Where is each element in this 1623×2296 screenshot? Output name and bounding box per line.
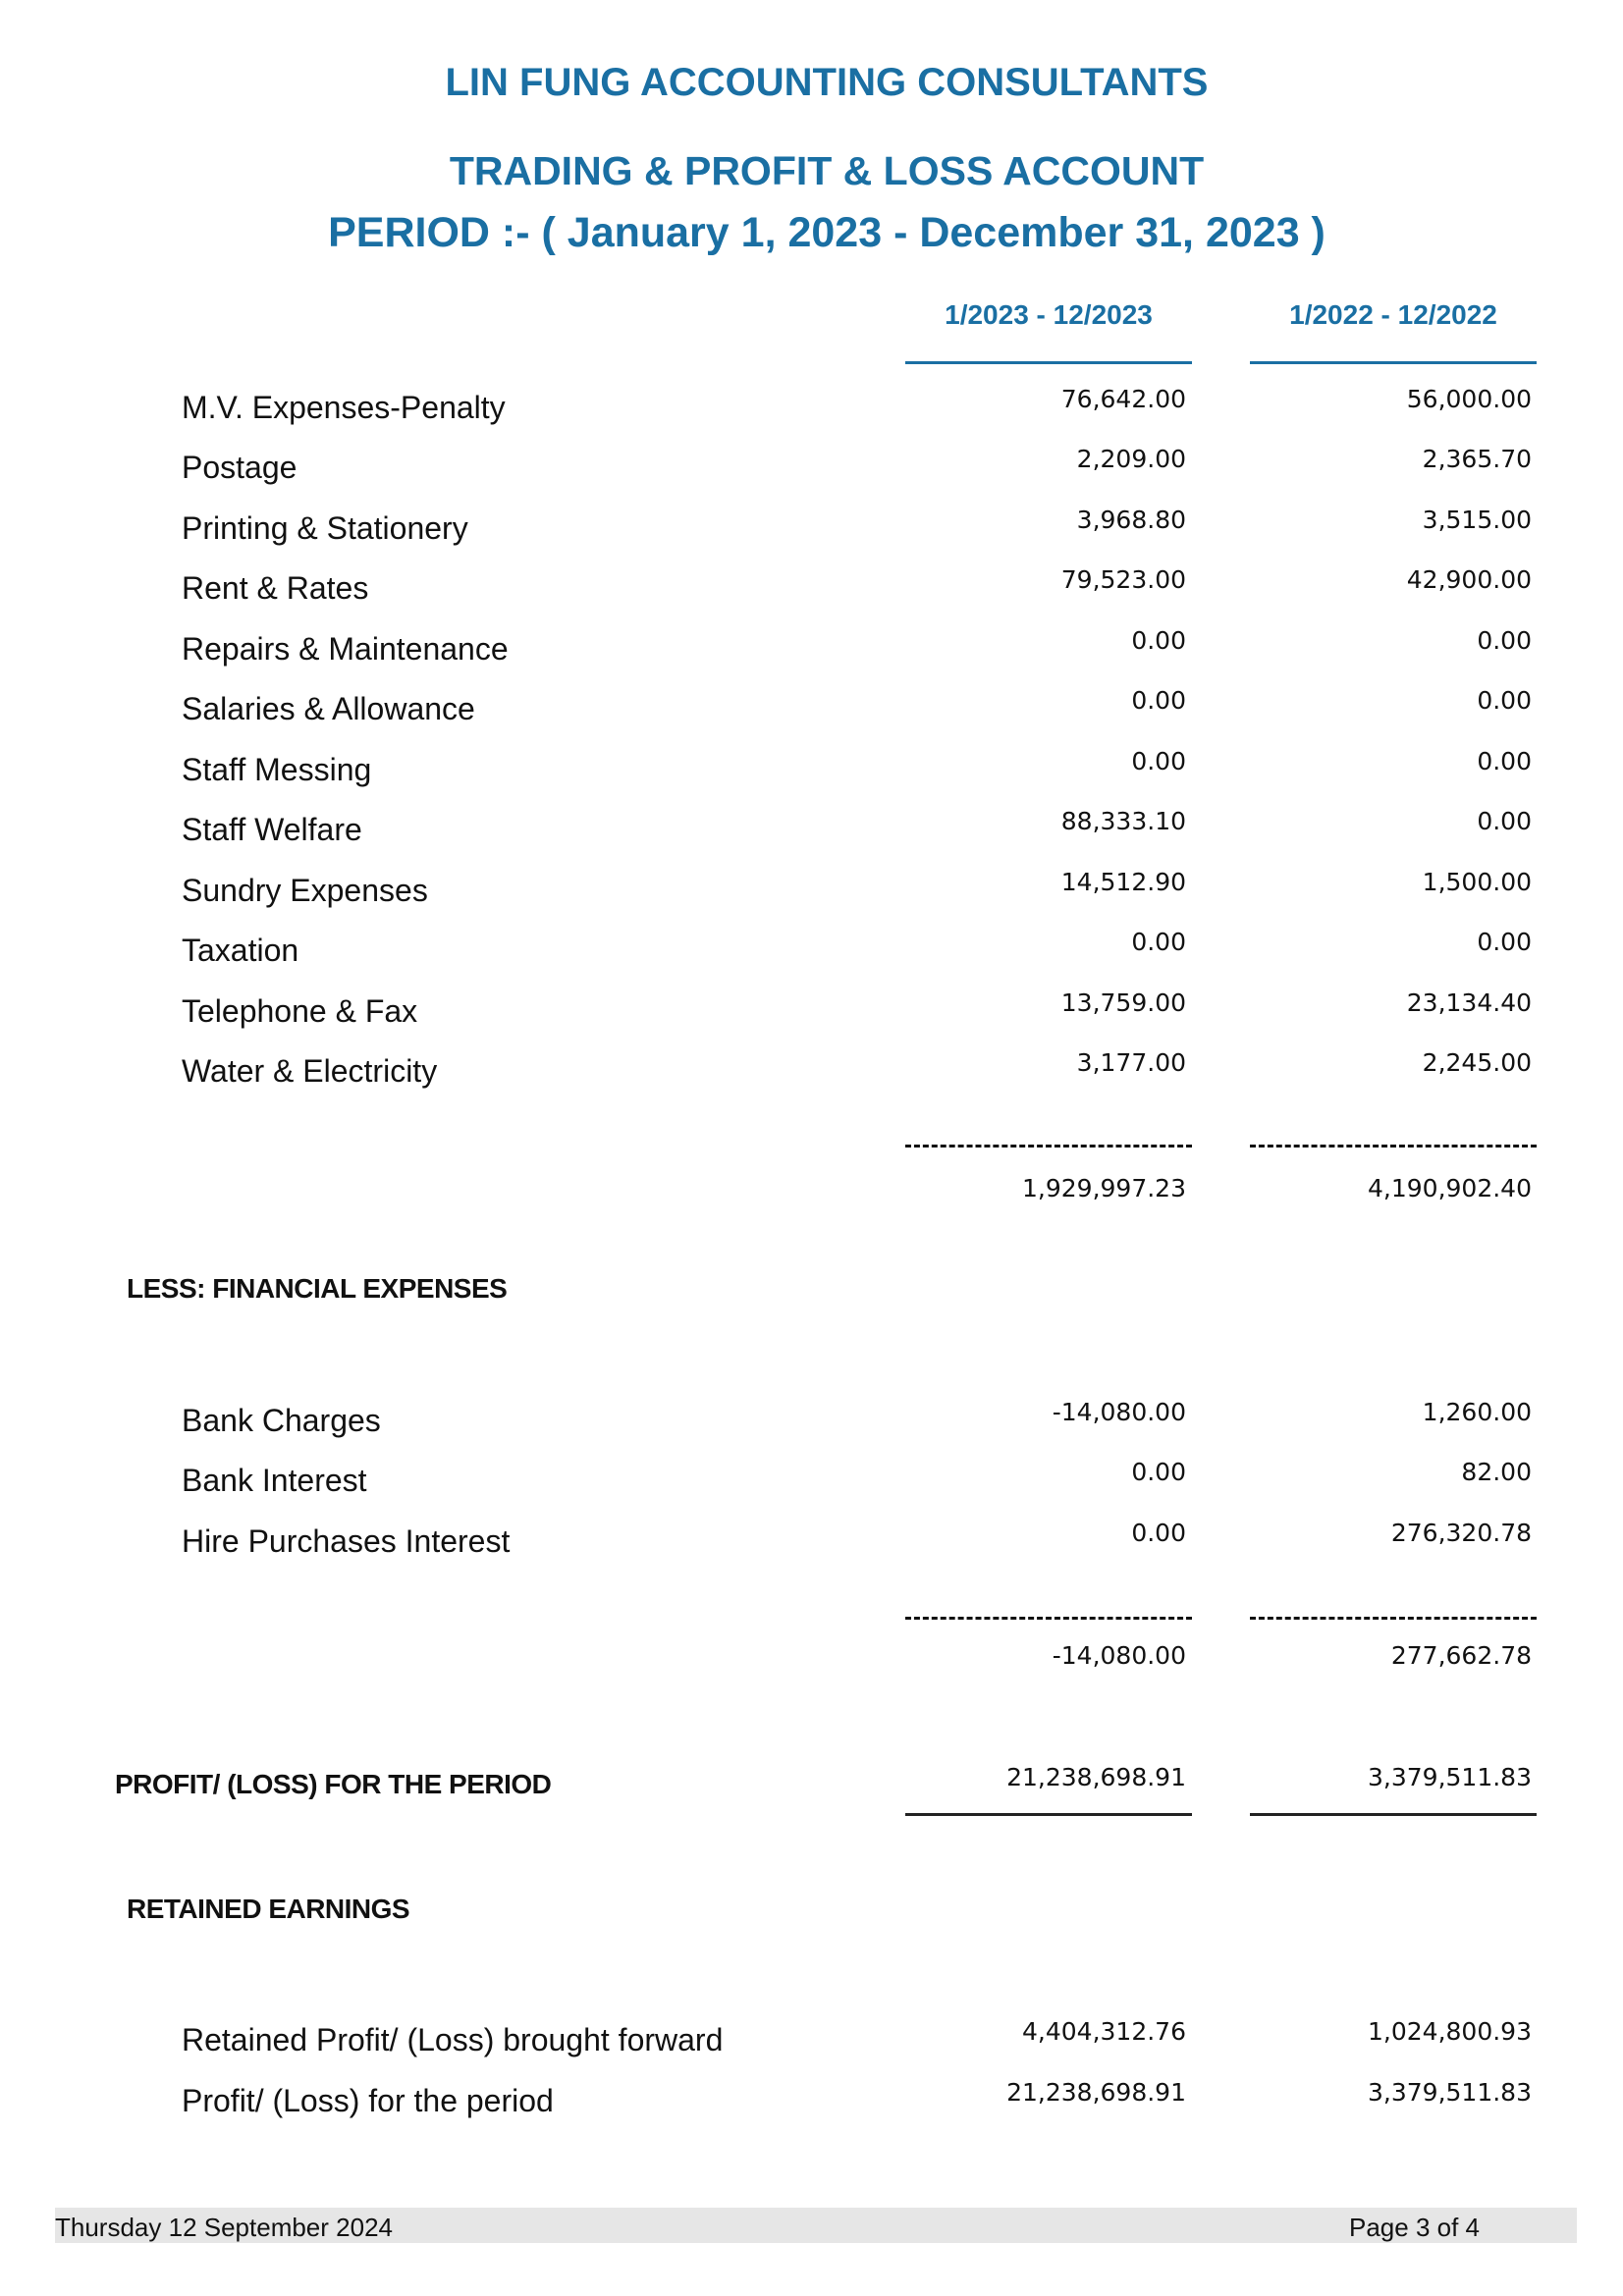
- company-name: LIN FUNG ACCOUNTING CONSULTANTS: [445, 61, 1209, 104]
- profit-underline-current: [905, 1813, 1192, 1816]
- row-value-current: 4,404,312.76: [1022, 2017, 1186, 2046]
- section-heading-retained-earnings: RETAINED EARNINGS: [127, 1894, 410, 1924]
- column-header-current: 1/2023 - 12/2023: [945, 299, 1153, 330]
- row-value-current: -14,080.00: [1052, 1398, 1186, 1426]
- report-period: PERIOD :- ( January 1, 2023 - December 31, 2023 ): [328, 209, 1325, 256]
- expenses-total-current: 1,929,997.23: [1022, 1174, 1186, 1202]
- report-title: TRADING & PROFIT & LOSS ACCOUNT: [449, 148, 1205, 193]
- row-value-current: 14,512.90: [1060, 868, 1186, 896]
- subtotal-dashed-rule-current: [905, 1145, 1192, 1148]
- row-value-previous: 82.00: [1461, 1458, 1532, 1486]
- row-value-previous: 42,900.00: [1406, 565, 1532, 594]
- row-value-previous: 0.00: [1477, 626, 1532, 655]
- expenses-total-previous: 4,190,902.40: [1368, 1174, 1532, 1202]
- financial-dashed-rule-current: [905, 1617, 1192, 1620]
- row-value-current: 0.00: [1131, 928, 1186, 956]
- subtotal-dashed-rule-previous: [1250, 1145, 1537, 1148]
- row-value-previous: 2,365.70: [1422, 445, 1532, 473]
- row-value-previous: 23,134.40: [1406, 988, 1532, 1017]
- financial-total-current: -14,080.00: [1052, 1641, 1186, 1670]
- column-header-underline-previous: [1250, 361, 1537, 364]
- row-value-current: 0.00: [1131, 1519, 1186, 1547]
- row-value-current: 2,209.00: [1076, 445, 1186, 473]
- row-value-previous: 0.00: [1477, 928, 1532, 956]
- row-value-current: 0.00: [1131, 1458, 1186, 1486]
- row-label: Taxation: [182, 933, 299, 968]
- row-label: Postage: [182, 450, 298, 485]
- financial-dashed-rule-previous: [1250, 1617, 1537, 1620]
- row-label: Repairs & Maintenance: [182, 631, 509, 667]
- profit-for-period-label: PROFIT/ (LOSS) FOR THE PERIOD: [115, 1769, 552, 1799]
- row-value-previous: 2,245.00: [1422, 1048, 1532, 1077]
- row-value-current: 0.00: [1131, 626, 1186, 655]
- footer-page-number: Page 3 of 4: [1349, 2213, 1480, 2242]
- profit-for-period-current: 21,238,698.91: [1006, 1763, 1186, 1791]
- row-label: Retained Profit/ (Loss) brought forward: [182, 2022, 724, 2057]
- row-value-current: 79,523.00: [1060, 565, 1186, 594]
- row-label: Salaries & Allowance: [182, 691, 475, 726]
- row-label: Hire Purchases Interest: [182, 1523, 511, 1559]
- row-value-previous: 276,320.78: [1390, 1519, 1532, 1547]
- row-label: Printing & Stationery: [182, 510, 468, 546]
- profit-underline-previous: [1250, 1813, 1537, 1816]
- row-value-previous: 3,379,511.83: [1368, 2078, 1532, 2107]
- section-heading-financial-expenses: LESS: FINANCIAL EXPENSES: [127, 1273, 508, 1304]
- row-value-previous: 3,515.00: [1422, 506, 1532, 534]
- financial-total-previous: 277,662.78: [1390, 1641, 1532, 1670]
- row-label: Bank Charges: [182, 1403, 381, 1438]
- row-value-previous: 1,500.00: [1422, 868, 1532, 896]
- row-value-current: 3,968.80: [1076, 506, 1186, 534]
- row-label: Staff Welfare: [182, 812, 362, 847]
- row-label: M.V. Expenses-Penalty: [182, 390, 506, 425]
- row-value-previous: 0.00: [1477, 747, 1532, 775]
- column-header-underline-current: [905, 361, 1192, 364]
- row-label: Telephone & Fax: [182, 993, 418, 1029]
- row-value-current: 88,333.10: [1060, 807, 1186, 835]
- row-label: Water & Electricity: [182, 1053, 438, 1089]
- row-value-current: 0.00: [1131, 747, 1186, 775]
- row-value-current: 76,642.00: [1060, 385, 1186, 413]
- column-header-previous: 1/2022 - 12/2022: [1289, 299, 1497, 330]
- row-value-current: 0.00: [1131, 686, 1186, 715]
- row-value-previous: 0.00: [1477, 807, 1532, 835]
- row-value-current: 21,238,698.91: [1006, 2078, 1186, 2107]
- row-label: Sundry Expenses: [182, 873, 428, 908]
- profit-for-period-previous: 3,379,511.83: [1368, 1763, 1532, 1791]
- row-value-current: 3,177.00: [1076, 1048, 1186, 1077]
- row-value-previous: 56,000.00: [1406, 385, 1532, 413]
- row-value-previous: 1,260.00: [1422, 1398, 1532, 1426]
- row-label: Profit/ (Loss) for the period: [182, 2083, 554, 2118]
- row-value-previous: 1,024,800.93: [1368, 2017, 1532, 2046]
- footer-date: Thursday 12 September 2024: [55, 2213, 393, 2242]
- row-label: Bank Interest: [182, 1463, 367, 1498]
- row-label: Rent & Rates: [182, 570, 369, 606]
- row-value-current: 13,759.00: [1060, 988, 1186, 1017]
- row-label: Staff Messing: [182, 752, 372, 787]
- row-value-previous: 0.00: [1477, 686, 1532, 715]
